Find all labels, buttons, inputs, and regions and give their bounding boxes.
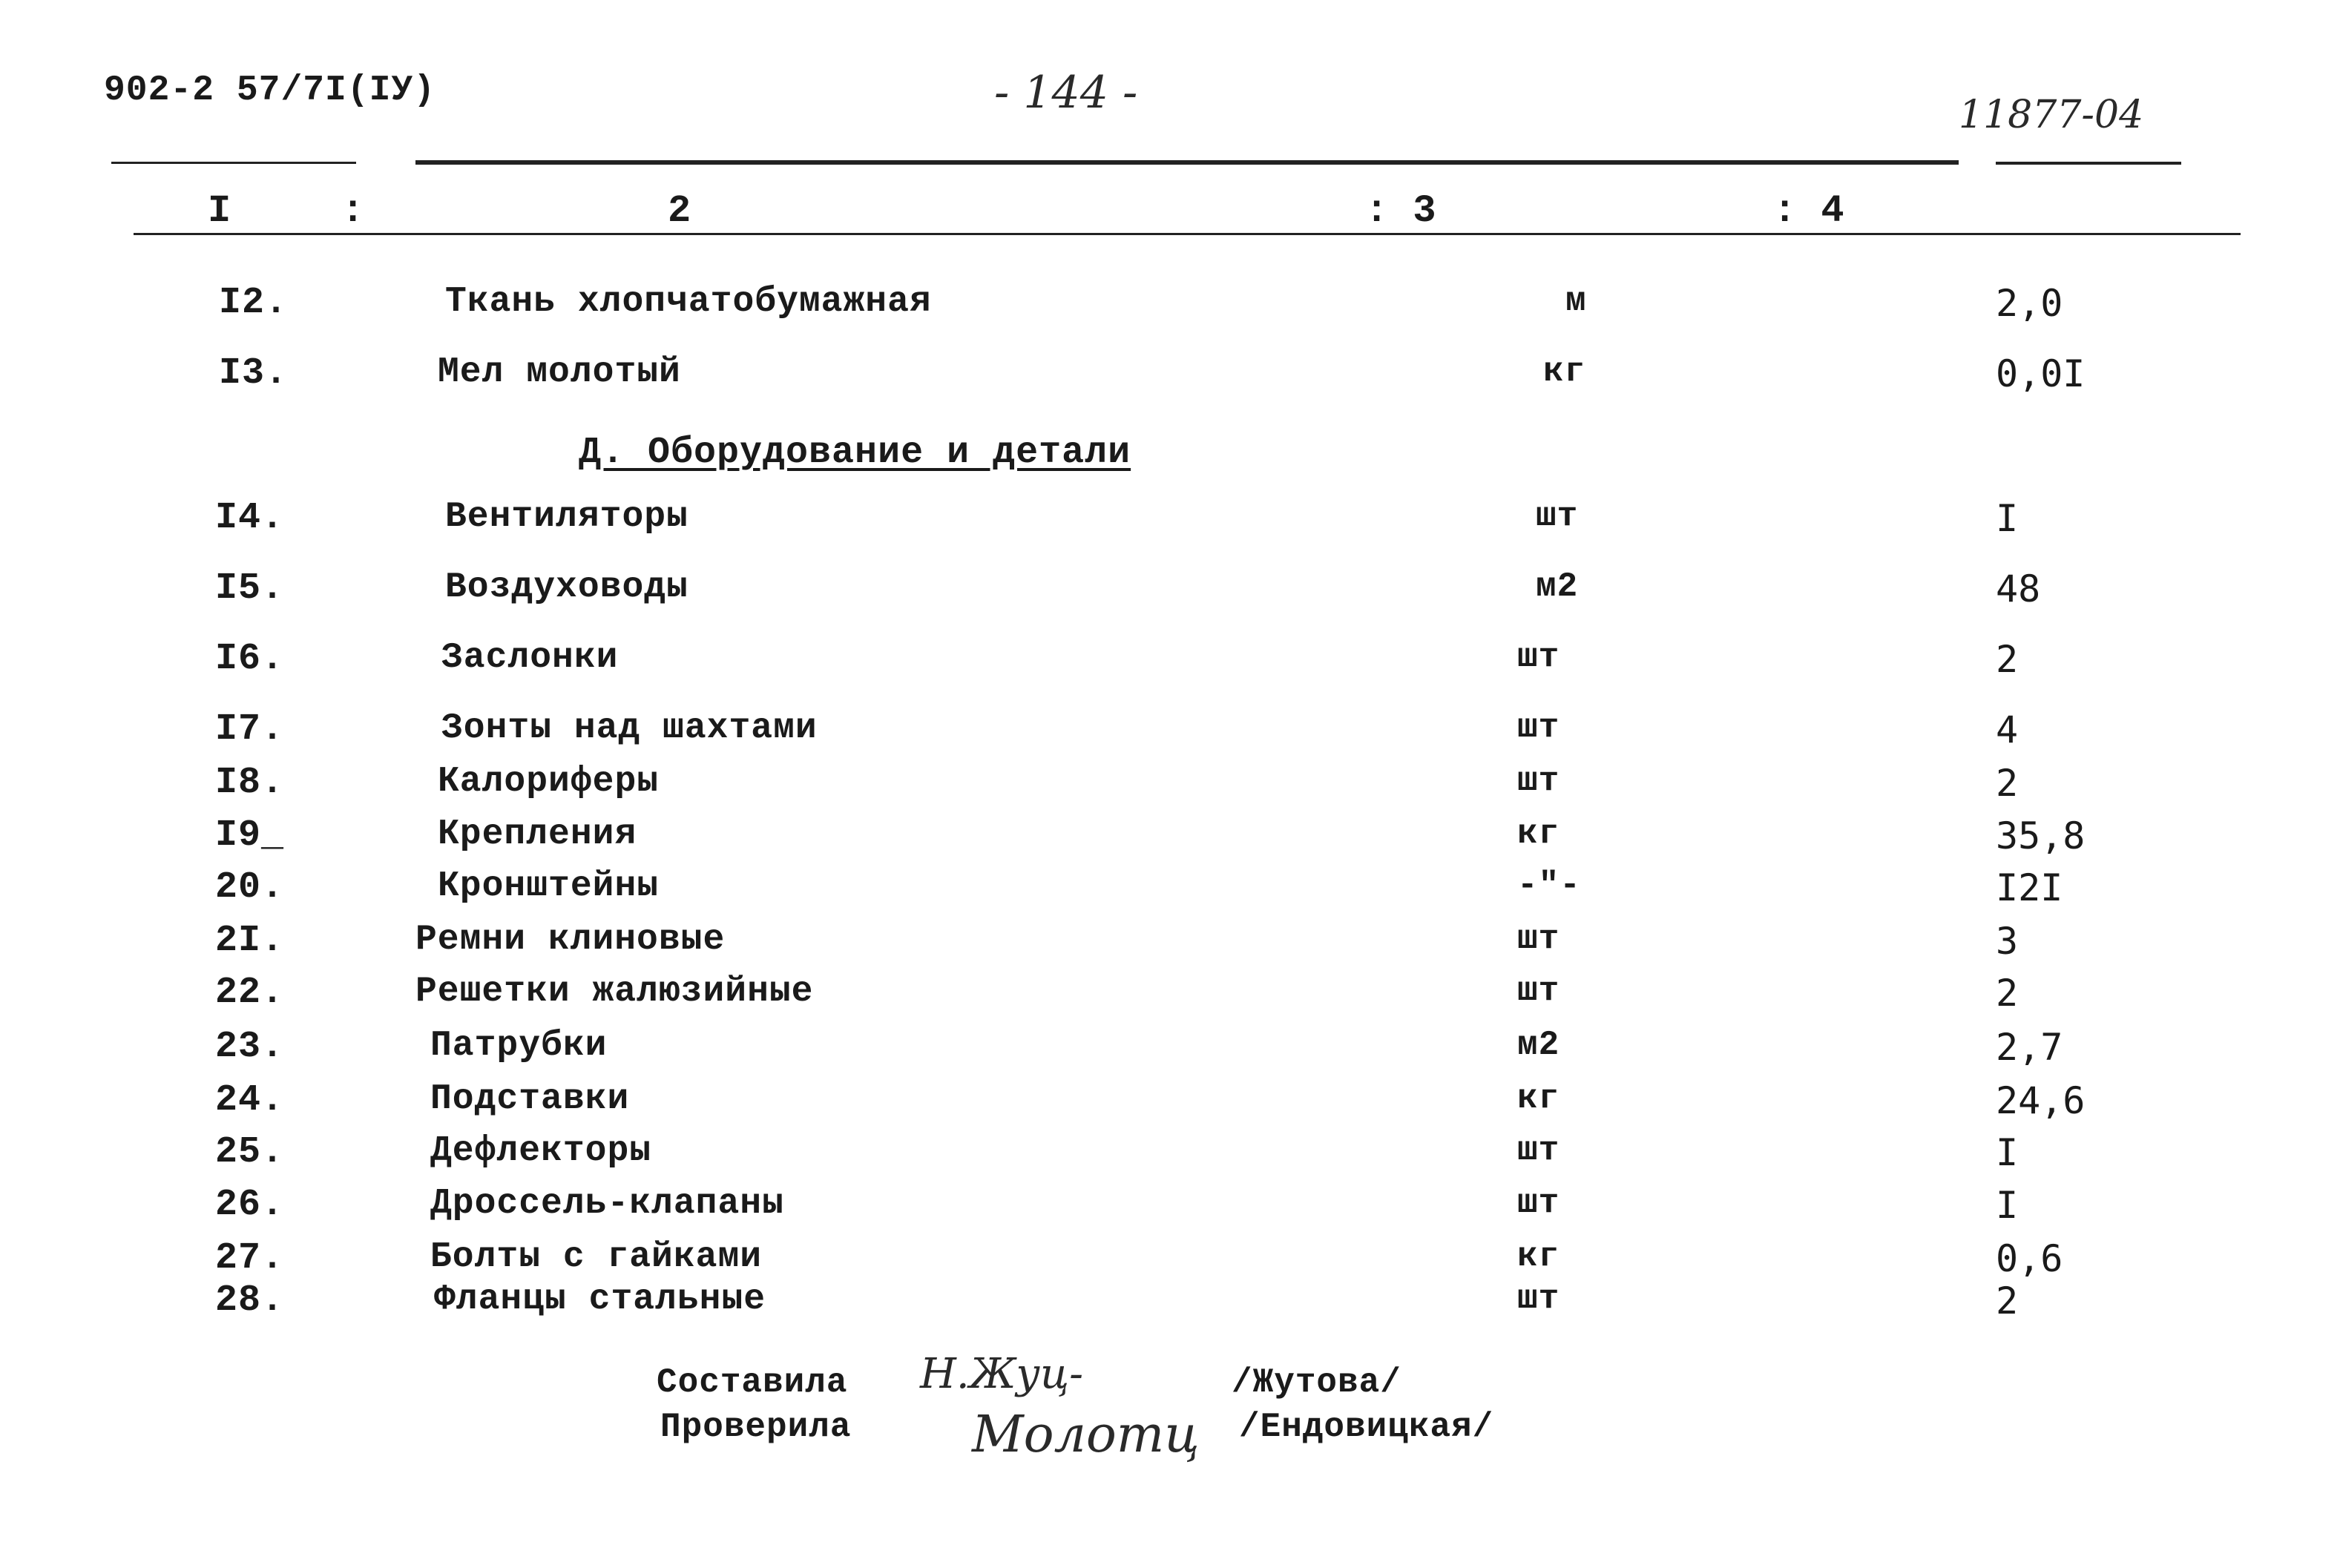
row-quantity: 2,7 [1996, 1026, 2063, 1069]
row-item-name: Вентиляторы [445, 497, 688, 537]
row-unit: кг [1517, 1079, 1560, 1118]
row-item-name: Воздуховоды [445, 567, 688, 607]
section-title: Д. Оборудование и детали [579, 432, 1131, 474]
row-number: 27. [215, 1237, 285, 1279]
row-item-name: Мел молотый [438, 352, 681, 392]
row-number: I7. [215, 708, 285, 751]
row-number: 25. [215, 1131, 285, 1173]
row-number: 23. [215, 1026, 285, 1068]
row-unit: кг [1517, 814, 1560, 853]
row-quantity: I [1996, 497, 2019, 540]
column-header-1: I [208, 189, 232, 233]
checked-signature: Молотц [972, 1406, 1200, 1464]
row-item-name: Ткань хлопчатобумажная [445, 282, 932, 322]
page-number: - 144 - [994, 67, 1138, 119]
row-item-name: Решетки жалюзийные [415, 972, 814, 1012]
row-quantity: 2 [1996, 972, 2019, 1015]
compiled-label: Составила [657, 1363, 848, 1402]
row-quantity: 4 [1996, 708, 2019, 751]
column-header-rule [134, 233, 2241, 235]
row-item-name: Фланцы стальные [434, 1279, 766, 1320]
row-unit: шт [1517, 638, 1560, 676]
row-unit: шт [1517, 972, 1560, 1010]
row-number: I6. [215, 638, 285, 680]
row-unit: шт [1536, 497, 1579, 536]
row-number: I2. [219, 282, 289, 324]
column-header-2: 2 [668, 189, 692, 233]
row-number: 26. [215, 1184, 285, 1226]
column-header-4: : 4 [1773, 189, 1845, 233]
column-header-3: : 3 [1365, 189, 1437, 233]
row-number: 2I. [215, 920, 285, 962]
row-quantity: 2,0 [1996, 282, 2063, 325]
row-quantity: 0,0I [1996, 352, 2086, 395]
row-unit: м [1565, 282, 1587, 320]
row-item-name: Дефлекторы [430, 1131, 652, 1171]
row-item-name: Дроссель-клапаны [430, 1184, 784, 1224]
row-number: 22. [215, 972, 285, 1014]
row-number: I5. [215, 567, 285, 610]
row-quantity: 2 [1996, 1279, 2019, 1322]
row-item-name: Патрубки [430, 1026, 608, 1066]
row-item-name: Подставки [430, 1079, 630, 1119]
row-item-name: Крепления [438, 814, 637, 854]
row-quantity: 0,6 [1996, 1237, 2063, 1280]
row-number: 20. [215, 866, 285, 909]
archive-number: 11877-04 [1959, 93, 2144, 137]
header-rule-main [415, 160, 1959, 165]
row-unit: шт [1517, 1184, 1560, 1222]
row-quantity: 3 [1996, 920, 2019, 963]
row-unit: кг [1517, 1237, 1560, 1276]
row-quantity: 48 [1996, 567, 2041, 610]
row-unit: шт [1517, 708, 1560, 747]
row-number: I3. [219, 352, 289, 395]
row-unit: м2 [1536, 567, 1579, 606]
row-item-name: Кронштейны [438, 866, 660, 906]
row-quantity: I [1996, 1131, 2019, 1174]
row-unit: кг [1543, 352, 1586, 391]
row-unit: м2 [1517, 1026, 1560, 1064]
row-item-name: Зонты над шахтами [441, 708, 818, 748]
header-rule-left [111, 162, 356, 164]
row-number: 28. [215, 1279, 285, 1322]
row-number: I4. [215, 497, 285, 539]
row-item-name: Ремни клиновые [415, 920, 726, 960]
column-separator: : [341, 189, 366, 233]
row-number: I8. [215, 762, 285, 804]
row-item-name: Калориферы [438, 762, 660, 802]
checked-name: /Ендовицкая/ [1239, 1408, 1494, 1446]
compiled-signature: Н.Жуц- [920, 1350, 1084, 1398]
compiled-name: /Жутова/ [1232, 1363, 1401, 1402]
row-quantity: I2I [1996, 866, 2063, 909]
row-number: 24. [215, 1079, 285, 1121]
row-item-name: Болты с гайками [430, 1237, 763, 1277]
row-unit: шт [1517, 762, 1560, 800]
row-unit: шт [1517, 1131, 1560, 1170]
row-number: I9_ [215, 814, 285, 857]
header-rule-right [1996, 162, 2181, 165]
row-quantity: 24,6 [1996, 1079, 2086, 1122]
row-quantity: I [1996, 1184, 2019, 1227]
row-quantity: 35,8 [1996, 814, 2086, 857]
row-quantity: 2 [1996, 762, 2019, 805]
row-unit: -"- [1517, 866, 1581, 905]
document-code: 902-2 57/7I(IУ) [104, 70, 436, 111]
row-quantity: 2 [1996, 638, 2019, 681]
checked-label: Проверила [660, 1408, 852, 1446]
row-unit: шт [1517, 1279, 1560, 1318]
row-unit: шт [1517, 920, 1560, 958]
row-item-name: Заслонки [441, 638, 619, 678]
